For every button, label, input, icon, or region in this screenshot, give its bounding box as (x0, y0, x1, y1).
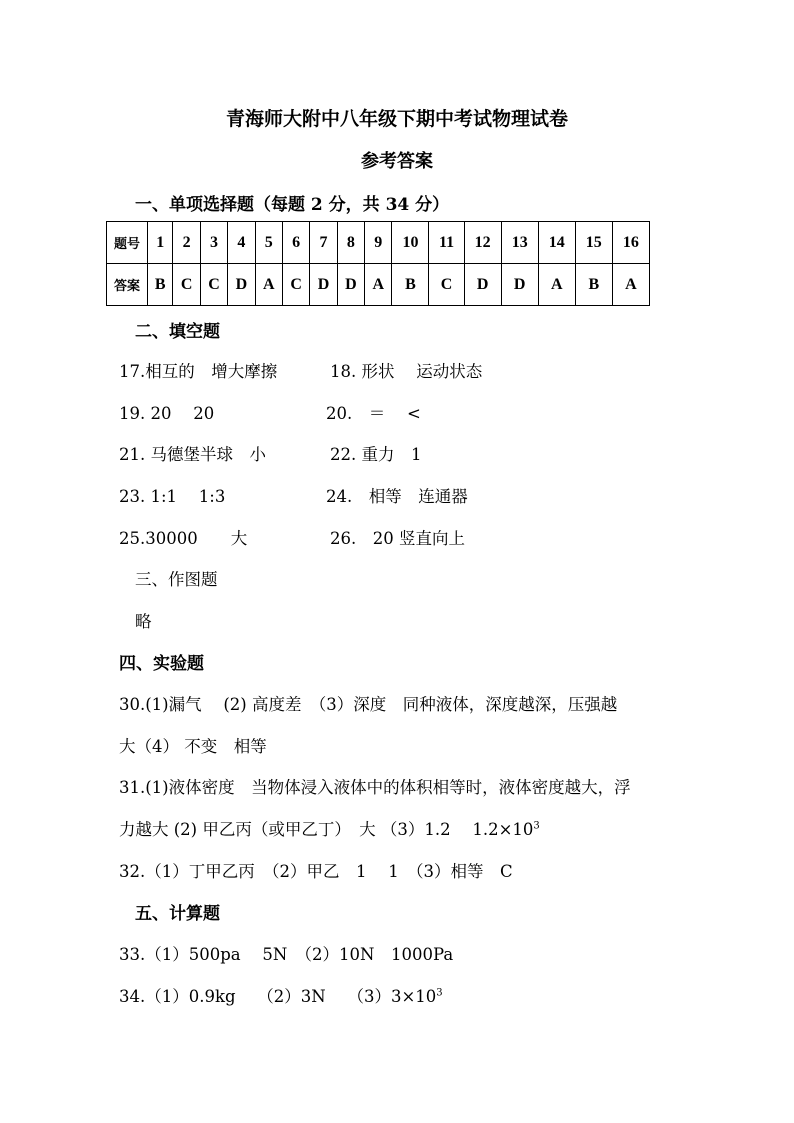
answer-line-q23: 23. 1:1 1:3 (119, 487, 226, 506)
answer-line-q31: 31.(1)液体密度 当物体浸入液体中的体积相等时，液体密度越大，浮 (119, 778, 631, 797)
answer-line-q20: 20. ＝ < (326, 404, 421, 423)
table-cell: D (337, 264, 364, 306)
answer-line-q25: 25.30000 大 (119, 529, 248, 548)
section-heading-experiment: 四、实验题 (119, 654, 204, 674)
table-cell: A (365, 264, 392, 306)
table-cell: 13 (501, 222, 538, 264)
section-heading-choice: 一、单项选择题（每题 2 分，共 34 分） (135, 195, 450, 215)
section-heading-drawing: 三、作图题 (135, 570, 218, 589)
answer-line-q22: 22. 重力 1 (330, 445, 422, 464)
table-cell: 14 (538, 222, 575, 264)
answer-line-q21: 21. 马德堡半球 小 (119, 445, 266, 464)
table-cell: 5 (255, 222, 282, 264)
answer-line-q17: 17.相互的 增大摩擦 (119, 362, 278, 381)
table-cell: D (310, 264, 337, 306)
table-cell: 4 (228, 222, 255, 264)
table-row-numbers (107, 222, 650, 264)
answer-line-drawing: 略 (135, 612, 152, 631)
answer-text: 力越大 (2) 甲乙丙（或甲乙丁） 大 （3）1.2 1.2×10 (119, 820, 534, 839)
table-cell: 2 (173, 222, 200, 264)
table-cell: C (282, 264, 309, 306)
page-subtitle: 参考答案 (361, 151, 433, 172)
table-cell: A (612, 264, 649, 306)
table-cell: 3 (200, 222, 227, 264)
page-title: 青海师大附中八年级下期中考试物理试卷 (225, 108, 568, 130)
table-cell: 9 (365, 222, 392, 264)
table-cell: C (173, 264, 200, 306)
answer-line-q18: 18. 形状 运动状态 (330, 362, 483, 381)
table-cell: 1 (148, 222, 173, 264)
answer-line-q32: 32.（1）丁甲乙丙 （2）甲乙 1 1 （3）相等 C (119, 862, 513, 881)
table-cell: B (392, 264, 429, 306)
answer-text: 34.（1）0.9kg （2）3N （3）3×10 (119, 987, 437, 1006)
answer-line-q24: 24. 相等 连通器 (326, 487, 468, 506)
answer-line-q26: 26. 20 竖直向上 (330, 529, 465, 548)
table-cell: 15 (575, 222, 612, 264)
table-cell: A (538, 264, 575, 306)
table-cell: C (200, 264, 227, 306)
answer-line-q31-cont (119, 816, 540, 840)
table-cell: C (429, 264, 464, 306)
table-cell: 12 (464, 222, 501, 264)
table-cell: B (148, 264, 173, 306)
section-heading-calculation: 五、计算题 (135, 904, 220, 924)
table-cell: D (228, 264, 255, 306)
answer-line-q33: 33.（1）500pa 5N （2）10N 1000Pa (119, 945, 454, 964)
table-cell: D (501, 264, 538, 306)
answer-line-q30: 30.(1)漏气 (2) 高度差 （3）深度 同种液体，深度越深，压强越 (119, 695, 618, 714)
table-cell: D (464, 264, 501, 306)
table-cell: 10 (392, 222, 429, 264)
table-cell: B (575, 264, 612, 306)
answer-line-q19: 19. 20 20 (119, 404, 215, 423)
table-header-cell: 答案 (107, 264, 148, 306)
answer-table (106, 221, 650, 306)
table-cell: 16 (612, 222, 649, 264)
table-cell: 11 (429, 222, 464, 264)
table-row-answers (107, 264, 650, 306)
exponent: 3 (533, 820, 540, 832)
exponent: 3 (436, 987, 443, 999)
answer-line-q34 (119, 983, 443, 1007)
table-cell: 6 (282, 222, 309, 264)
answer-line-q30-cont: 大（4） 不变 相等 (119, 737, 267, 756)
table-cell: 7 (310, 222, 337, 264)
table-header-cell: 题号 (107, 222, 148, 264)
table-cell: 8 (337, 222, 364, 264)
section-heading-fill: 二、填空题 (135, 322, 220, 342)
table-cell: A (255, 264, 282, 306)
